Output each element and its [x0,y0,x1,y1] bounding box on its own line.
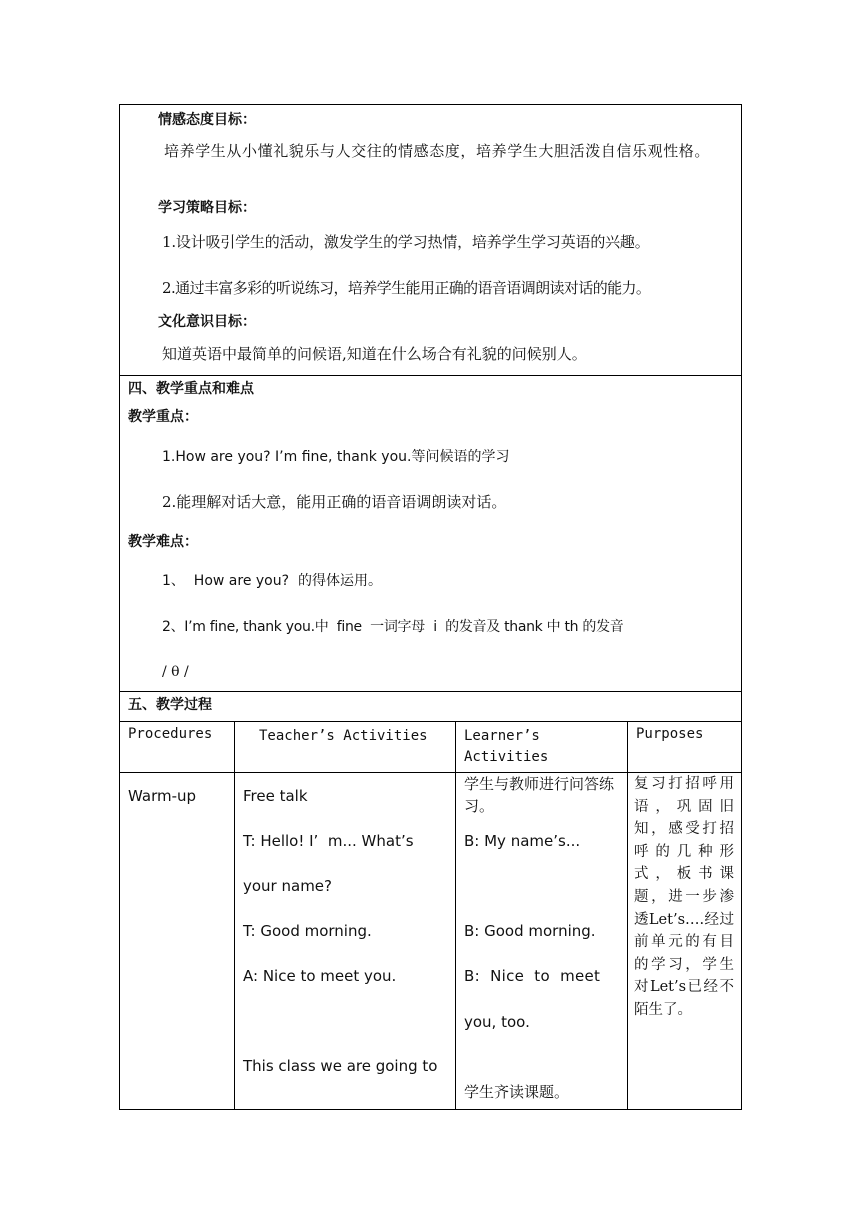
learner-line-3: B: Good morning. [464,922,596,940]
header-learner: Learner’s Activities [464,728,549,765]
process-title-row [120,692,742,722]
key-points-row [120,376,742,692]
procedure-warmup: Warm-up [128,787,197,805]
teacher-line-3: your name? [243,877,332,895]
teacher-line-1: Free talk [243,787,308,805]
emotion-heading: 情感态度目标： [158,112,256,128]
key-item-1: 1.How are you? I’m fine, thank you.等问候语的学习 [162,449,510,465]
process-header-row [120,722,742,773]
learner-line-2: B: My name’s... [464,832,581,850]
learner-line-4: B: Nice to meet [464,967,601,985]
teacher-line-6: This class we are going to [243,1057,438,1075]
lesson-plan-table [119,104,742,1110]
teacher-line-5: A: Nice to meet you. [243,967,397,985]
section4-title: 四、教学重点和难点 [128,381,254,397]
learner-line-5: you, too. [464,1013,530,1031]
header-purposes: Purposes [636,726,704,742]
emotion-text: 培养学生从小懂礼貌乐与人交往的情感态度，培养学生大胆活泼自信乐观性格。 [164,142,711,160]
culture-text: 知道英语中最简单的问候语,知道在什么场合有礼貌的问候别人。 [162,345,587,363]
learner-line-1: 学生与教师进行问答练习。 [464,775,615,815]
lesson-plan-page [119,104,741,1110]
teacher-line-2: T: Hello! I’ m... What’s [243,832,414,850]
purpose-text: 复习打招呼用语，巩固旧知，感受打招呼的几种形式，板书课题，进一步渗透Let’s….经过前单元的有目的学习，学生对Let’s已经不陌生了。 [634,776,734,1018]
strategy-item-2: 2.通过丰富多彩的听说练习，培养学生能用正确的语音语调朗读对话的能力。 [162,279,651,297]
header-procedures: Procedures [128,726,213,742]
difficult-item-1: 1、 How are you? 的得体运用。 [162,573,382,589]
teacher-line-4: T: Good morning. [243,922,372,940]
difficult-item-3: / θ / [162,664,189,680]
difficult-item-2: 2、I’m fine, thank you.中 fine 一词字母 i 的发音及 thank 中 th 的发音 [162,619,624,635]
section5-title: 五、教学过程 [128,697,212,713]
difficult-heading: 教学难点： [128,534,198,550]
culture-heading: 文化意识目标： [158,314,256,330]
objectives-row [120,105,742,376]
strategy-heading: 学习策略目标： [158,200,256,216]
key-heading: 教学重点： [128,409,198,425]
header-teacher: Teacher’s Activities [259,728,428,744]
learner-line-6: 学生齐读课题。 [464,1083,570,1101]
warmup-row [120,773,742,1110]
strategy-item-1: 1.设计吸引学生的活动，激发学生的学习热情，培养学生学习英语的兴趣。 [162,233,650,251]
key-item-2: 2.能理解对话大意，能用正确的语音语调朗读对话。 [162,493,507,511]
